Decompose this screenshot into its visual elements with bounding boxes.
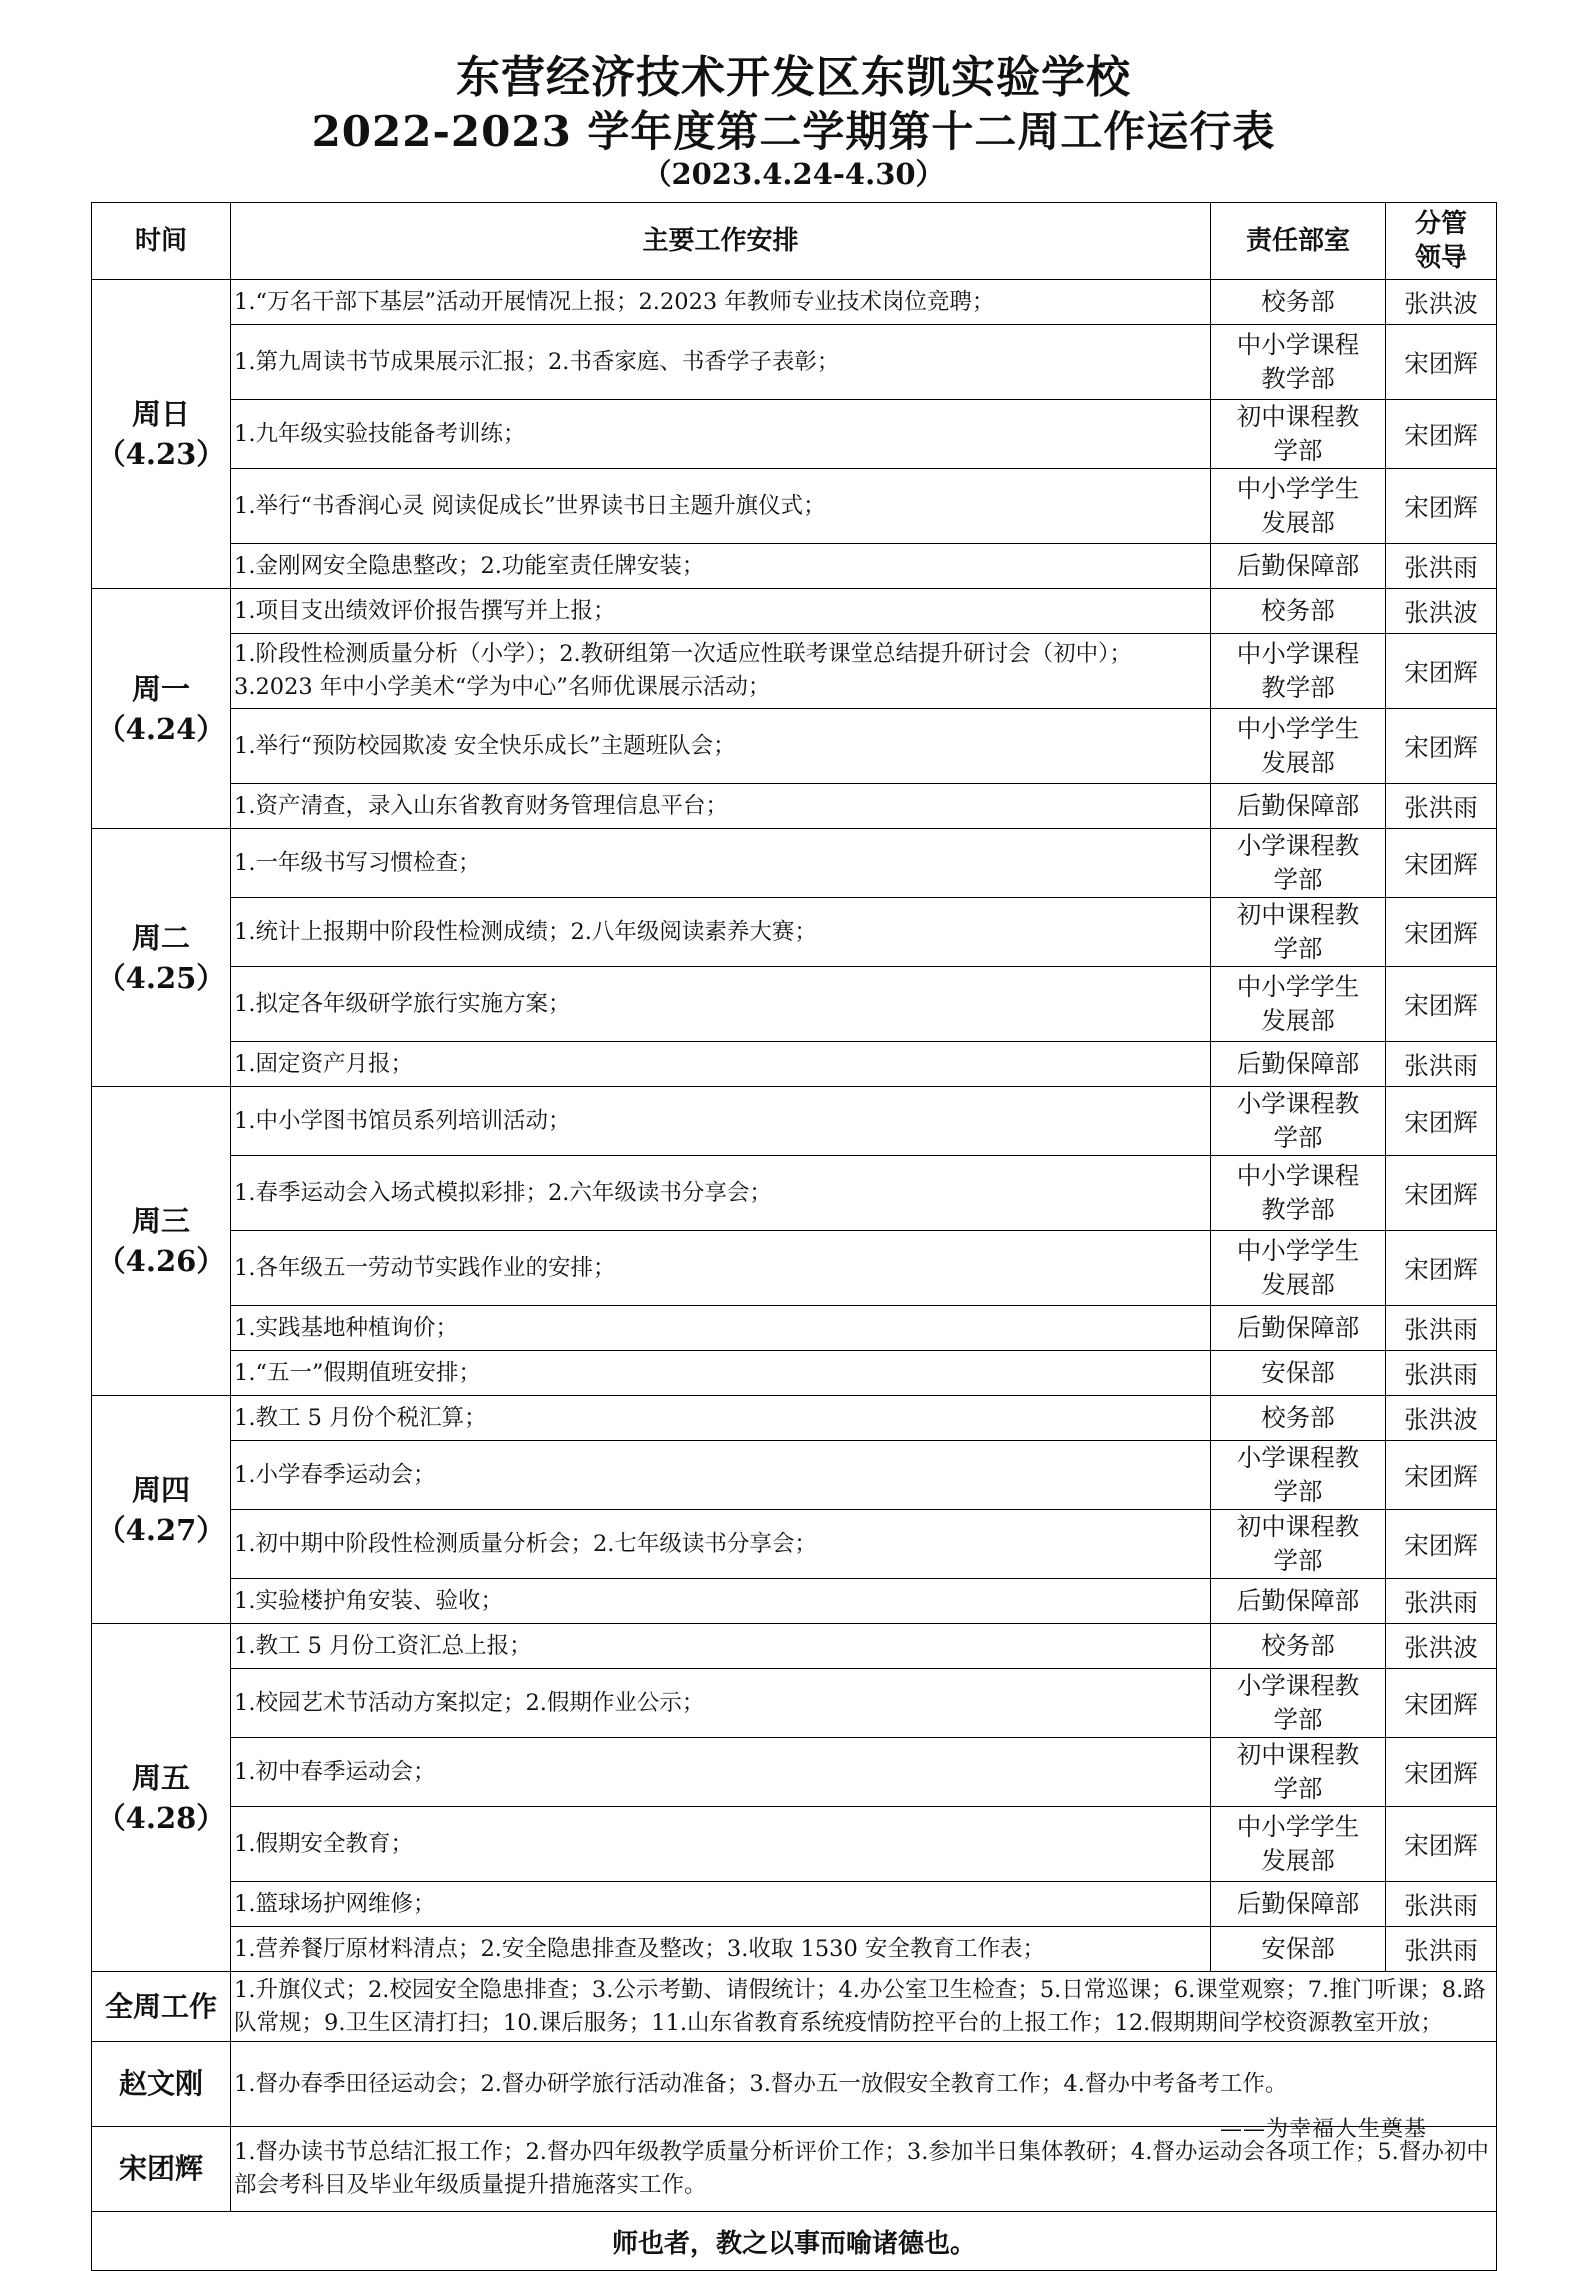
leader-cell: 宋团辉 — [1386, 1156, 1497, 1231]
table-row — [92, 1927, 1497, 1972]
task-cell: 1.初中春季运动会； — [231, 1738, 1211, 1807]
table-row — [92, 1882, 1497, 1927]
table-row — [92, 898, 1497, 967]
day-name: 周二 — [131, 920, 190, 955]
table-row — [92, 1579, 1497, 1624]
day-cell — [92, 280, 231, 589]
schedule-table — [91, 202, 1497, 2271]
table-row — [92, 634, 1497, 709]
leader-cell: 张洪雨 — [1386, 1351, 1497, 1396]
day-name: 周五 — [131, 1760, 190, 1795]
dept-cell: 后勤保障部 — [1211, 544, 1386, 589]
date-range: （2023.4.24-4.30） — [642, 157, 945, 191]
leader-cell: 宋团辉 — [1386, 1807, 1497, 1882]
table-row — [92, 1156, 1497, 1231]
section-row — [92, 1972, 1497, 2042]
leader-cell: 张洪雨 — [1386, 1882, 1497, 1927]
table-row — [92, 280, 1497, 325]
section-name: 赵文刚 — [92, 2042, 231, 2127]
table-row — [92, 1042, 1497, 1087]
day-cell — [92, 1087, 231, 1396]
leader-cell: 宋团辉 — [1386, 1087, 1497, 1156]
dept-cell: 后勤保障部 — [1211, 1882, 1386, 1927]
task-cell: 1.资产清查，录入山东省教育财务管理信息平台； — [231, 784, 1211, 829]
task-cell: 1.拟定各年级研学旅行实施方案； — [231, 967, 1211, 1042]
header-dept: 责任部室 — [1211, 203, 1386, 280]
table-row — [92, 469, 1497, 544]
task-cell: 1.九年级实验技能备考训练； — [231, 400, 1211, 469]
day-date: （4.28） — [96, 1800, 226, 1835]
leader-cell: 宋团辉 — [1386, 967, 1497, 1042]
leader-cell: 宋团辉 — [1386, 1738, 1497, 1807]
table-row — [92, 1306, 1497, 1351]
task-cell: 1.“五一”假期值班安排； — [231, 1351, 1211, 1396]
day-date: （4.25） — [96, 960, 226, 995]
motto: 师也者，教之以事而喻诸德也。 — [92, 2212, 1497, 2271]
dept-cell: 安保部 — [1211, 1351, 1386, 1396]
table-row — [92, 589, 1497, 634]
task-cell: 1.中小学图书馆员系列培训活动； — [231, 1087, 1211, 1156]
dept-cell: 小学课程教学部 — [1211, 829, 1386, 898]
dept-cell: 初中课程教学部 — [1211, 400, 1386, 469]
dept-cell: 中小学课程教学部 — [1211, 634, 1386, 709]
leader-cell: 张洪波 — [1386, 1624, 1497, 1669]
day-date: （4.27） — [96, 1512, 226, 1547]
leader-cell: 张洪雨 — [1386, 1042, 1497, 1087]
day-cell — [92, 589, 231, 829]
table-row — [92, 325, 1497, 400]
dept-cell: 后勤保障部 — [1211, 1042, 1386, 1087]
table-row — [92, 400, 1497, 469]
task-cell: 1.小学春季运动会； — [231, 1441, 1211, 1510]
table-row — [92, 829, 1497, 898]
dept-cell: 中小学学生发展部 — [1211, 1807, 1386, 1882]
task-cell: 1.举行“预防校园欺凌 安全快乐成长”主题班队会； — [231, 709, 1211, 784]
leader-cell: 张洪雨 — [1386, 544, 1497, 589]
leader-cell: 宋团辉 — [1386, 1231, 1497, 1306]
day-cell — [92, 829, 231, 1087]
table-row — [92, 1087, 1497, 1156]
leader-cell: 张洪雨 — [1386, 1579, 1497, 1624]
dept-cell: 初中课程教学部 — [1211, 1738, 1386, 1807]
dept-cell: 中小学学生发展部 — [1211, 709, 1386, 784]
task-cell: 1.固定资产月报； — [231, 1042, 1211, 1087]
leader-cell: 宋团辉 — [1386, 400, 1497, 469]
task-cell: 1.校园艺术节活动方案拟定；2.假期作业公示； — [231, 1669, 1211, 1738]
leader-cell: 宋团辉 — [1386, 1669, 1497, 1738]
dept-cell: 中小学课程教学部 — [1211, 325, 1386, 400]
dept-cell: 后勤保障部 — [1211, 1306, 1386, 1351]
leader-cell: 张洪雨 — [1386, 784, 1497, 829]
leader-cell: 张洪雨 — [1386, 1306, 1497, 1351]
dept-cell: 中小学学生发展部 — [1211, 1231, 1386, 1306]
dept-cell: 小学课程教学部 — [1211, 1087, 1386, 1156]
schedule-title: 2022-2023 学年度第二学期第十二周工作运行表 — [311, 107, 1276, 156]
leader-cell: 宋团辉 — [1386, 1510, 1497, 1579]
table-row — [92, 1510, 1497, 1579]
table-row — [92, 1624, 1497, 1669]
task-cell: 1.“万名干部下基层”活动开展情况上报；2.2023 年教师专业技术岗位竞聘； — [231, 280, 1211, 325]
leader-cell: 张洪波 — [1386, 1396, 1497, 1441]
day-cell — [92, 1396, 231, 1624]
day-name: 周三 — [131, 1204, 190, 1238]
section-name: 全周工作 — [92, 1972, 231, 2042]
table-row — [92, 1807, 1497, 1882]
day-date: （4.26） — [96, 1244, 226, 1278]
task-cell: 1.实验楼护角安装、验收； — [231, 1579, 1211, 1624]
day-name: 周一 — [131, 671, 190, 706]
task-cell: 1.初中期中阶段性检测质量分析会；2.七年级读书分享会； — [231, 1510, 1211, 1579]
header-leader: 分管领导 — [1386, 203, 1497, 280]
task-cell: 1.阶段性检测质量分析（小学）；2.教研组第一次适应性联考课堂总结提升研讨会（初中）；3.2023 年中小学美术“学为中心”名师优课展示活动； — [231, 634, 1211, 709]
task-cell: 1.实践基地种植询价； — [231, 1306, 1211, 1351]
day-name: 周日 — [131, 397, 190, 431]
dept-cell: 中小学学生发展部 — [1211, 469, 1386, 544]
leader-cell: 宋团辉 — [1386, 634, 1497, 709]
table-row — [92, 1396, 1497, 1441]
task-cell: 1.各年级五一劳动节实践作业的安排； — [231, 1231, 1211, 1306]
section-text: 1.督办读书节总结汇报工作；2.督办四年级教学质量分析评价工作；3.参加半日集体教研；4.督办运动会各项工作；5.督办初中部会考科目及毕业年级质量提升措施落实工作。 — [231, 2127, 1497, 2212]
task-cell: 1.项目支出绩效评价报告撰写并上报； — [231, 589, 1211, 634]
task-cell: 1.统计上报期中阶段性检测成绩；2.八年级阅读素养大赛； — [231, 898, 1211, 967]
dept-cell: 后勤保障部 — [1211, 784, 1386, 829]
header-time: 时间 — [92, 203, 231, 280]
table-row — [92, 1441, 1497, 1510]
leader-cell: 宋团辉 — [1386, 829, 1497, 898]
dept-cell: 初中课程教学部 — [1211, 1510, 1386, 1579]
table-row — [92, 784, 1497, 829]
day-date: （4.24） — [96, 711, 226, 746]
leader-cell: 宋团辉 — [1386, 469, 1497, 544]
leader-cell: 张洪波 — [1386, 280, 1497, 325]
task-cell: 1.第九周读书节成果展示汇报；2.书香家庭、书香学子表彰； — [231, 325, 1211, 400]
table-row — [92, 1738, 1497, 1807]
table-row — [92, 1669, 1497, 1738]
task-cell: 1.篮球场护网维修； — [231, 1882, 1211, 1927]
day-name: 周四 — [131, 1472, 190, 1507]
day-date: （4.23） — [96, 437, 226, 471]
task-cell: 1.一年级书写习惯检查； — [231, 829, 1211, 898]
table-row — [92, 967, 1497, 1042]
dept-cell: 校务部 — [1211, 280, 1386, 325]
dept-cell: 中小学课程教学部 — [1211, 1156, 1386, 1231]
dept-cell: 中小学学生发展部 — [1211, 967, 1386, 1042]
table-row — [92, 544, 1497, 589]
task-cell: 1.教工 5 月份个税汇算； — [231, 1396, 1211, 1441]
leader-cell: 宋团辉 — [1386, 325, 1497, 400]
footer-slogan: ——为幸福人生奠基 — [1220, 2117, 1428, 2142]
leader-cell: 宋团辉 — [1386, 1441, 1497, 1510]
table-row — [92, 1231, 1497, 1306]
dept-cell: 初中课程教学部 — [1211, 898, 1386, 967]
school-title: 东营经济技术开发区东凯实验学校 — [456, 52, 1131, 103]
dept-cell: 安保部 — [1211, 1927, 1386, 1972]
leader-cell: 宋团辉 — [1386, 898, 1497, 967]
dept-cell: 后勤保障部 — [1211, 1579, 1386, 1624]
dept-cell: 小学课程教学部 — [1211, 1441, 1386, 1510]
task-cell: 1.举行“书香润心灵 阅读促成长”世界读书日主题升旗仪式； — [231, 469, 1211, 544]
header-tasks: 主要工作安排 — [231, 203, 1211, 280]
task-cell: 1.金刚网安全隐患整改；2.功能室责任牌安装； — [231, 544, 1211, 589]
task-cell: 1.营养餐厅原材料清点；2.安全隐患排查及整改；3.收取 1530 安全教育工作表； — [231, 1927, 1211, 1972]
leader-cell: 张洪波 — [1386, 589, 1497, 634]
dept-cell: 校务部 — [1211, 589, 1386, 634]
table-row — [92, 709, 1497, 784]
task-cell: 1.教工 5 月份工资汇总上报； — [231, 1624, 1211, 1669]
task-cell: 1.假期安全教育； — [231, 1807, 1211, 1882]
dept-cell: 校务部 — [1211, 1396, 1386, 1441]
section-text: 1.督办春季田径运动会；2.督办研学旅行活动准备；3.督办五一放假安全教育工作；4.督办中考备考工作。 — [231, 2042, 1497, 2127]
task-cell: 1.春季运动会入场式模拟彩排；2.六年级读书分享会； — [231, 1156, 1211, 1231]
section-name: 宋团辉 — [92, 2127, 231, 2212]
motto-row — [92, 2212, 1497, 2271]
dept-cell: 小学课程教学部 — [1211, 1669, 1386, 1738]
header-row — [92, 203, 1497, 280]
leader-cell: 张洪雨 — [1386, 1927, 1497, 1972]
table-row — [92, 1351, 1497, 1396]
leader-cell: 宋团辉 — [1386, 709, 1497, 784]
section-text: 1.升旗仪式；2.校园安全隐患排查；3.公示考勤、请假统计；4.办公室卫生检查；5.日常巡课；6.课堂观察；7.推门听课；8.路队常规；9.卫生区清打扫；10.课后服务；11.山东省教育系统疫情防控平台的上报工作；12.假期期间学校资源教室开放； — [231, 1972, 1497, 2042]
day-cell — [92, 1624, 231, 1972]
dept-cell: 校务部 — [1211, 1624, 1386, 1669]
